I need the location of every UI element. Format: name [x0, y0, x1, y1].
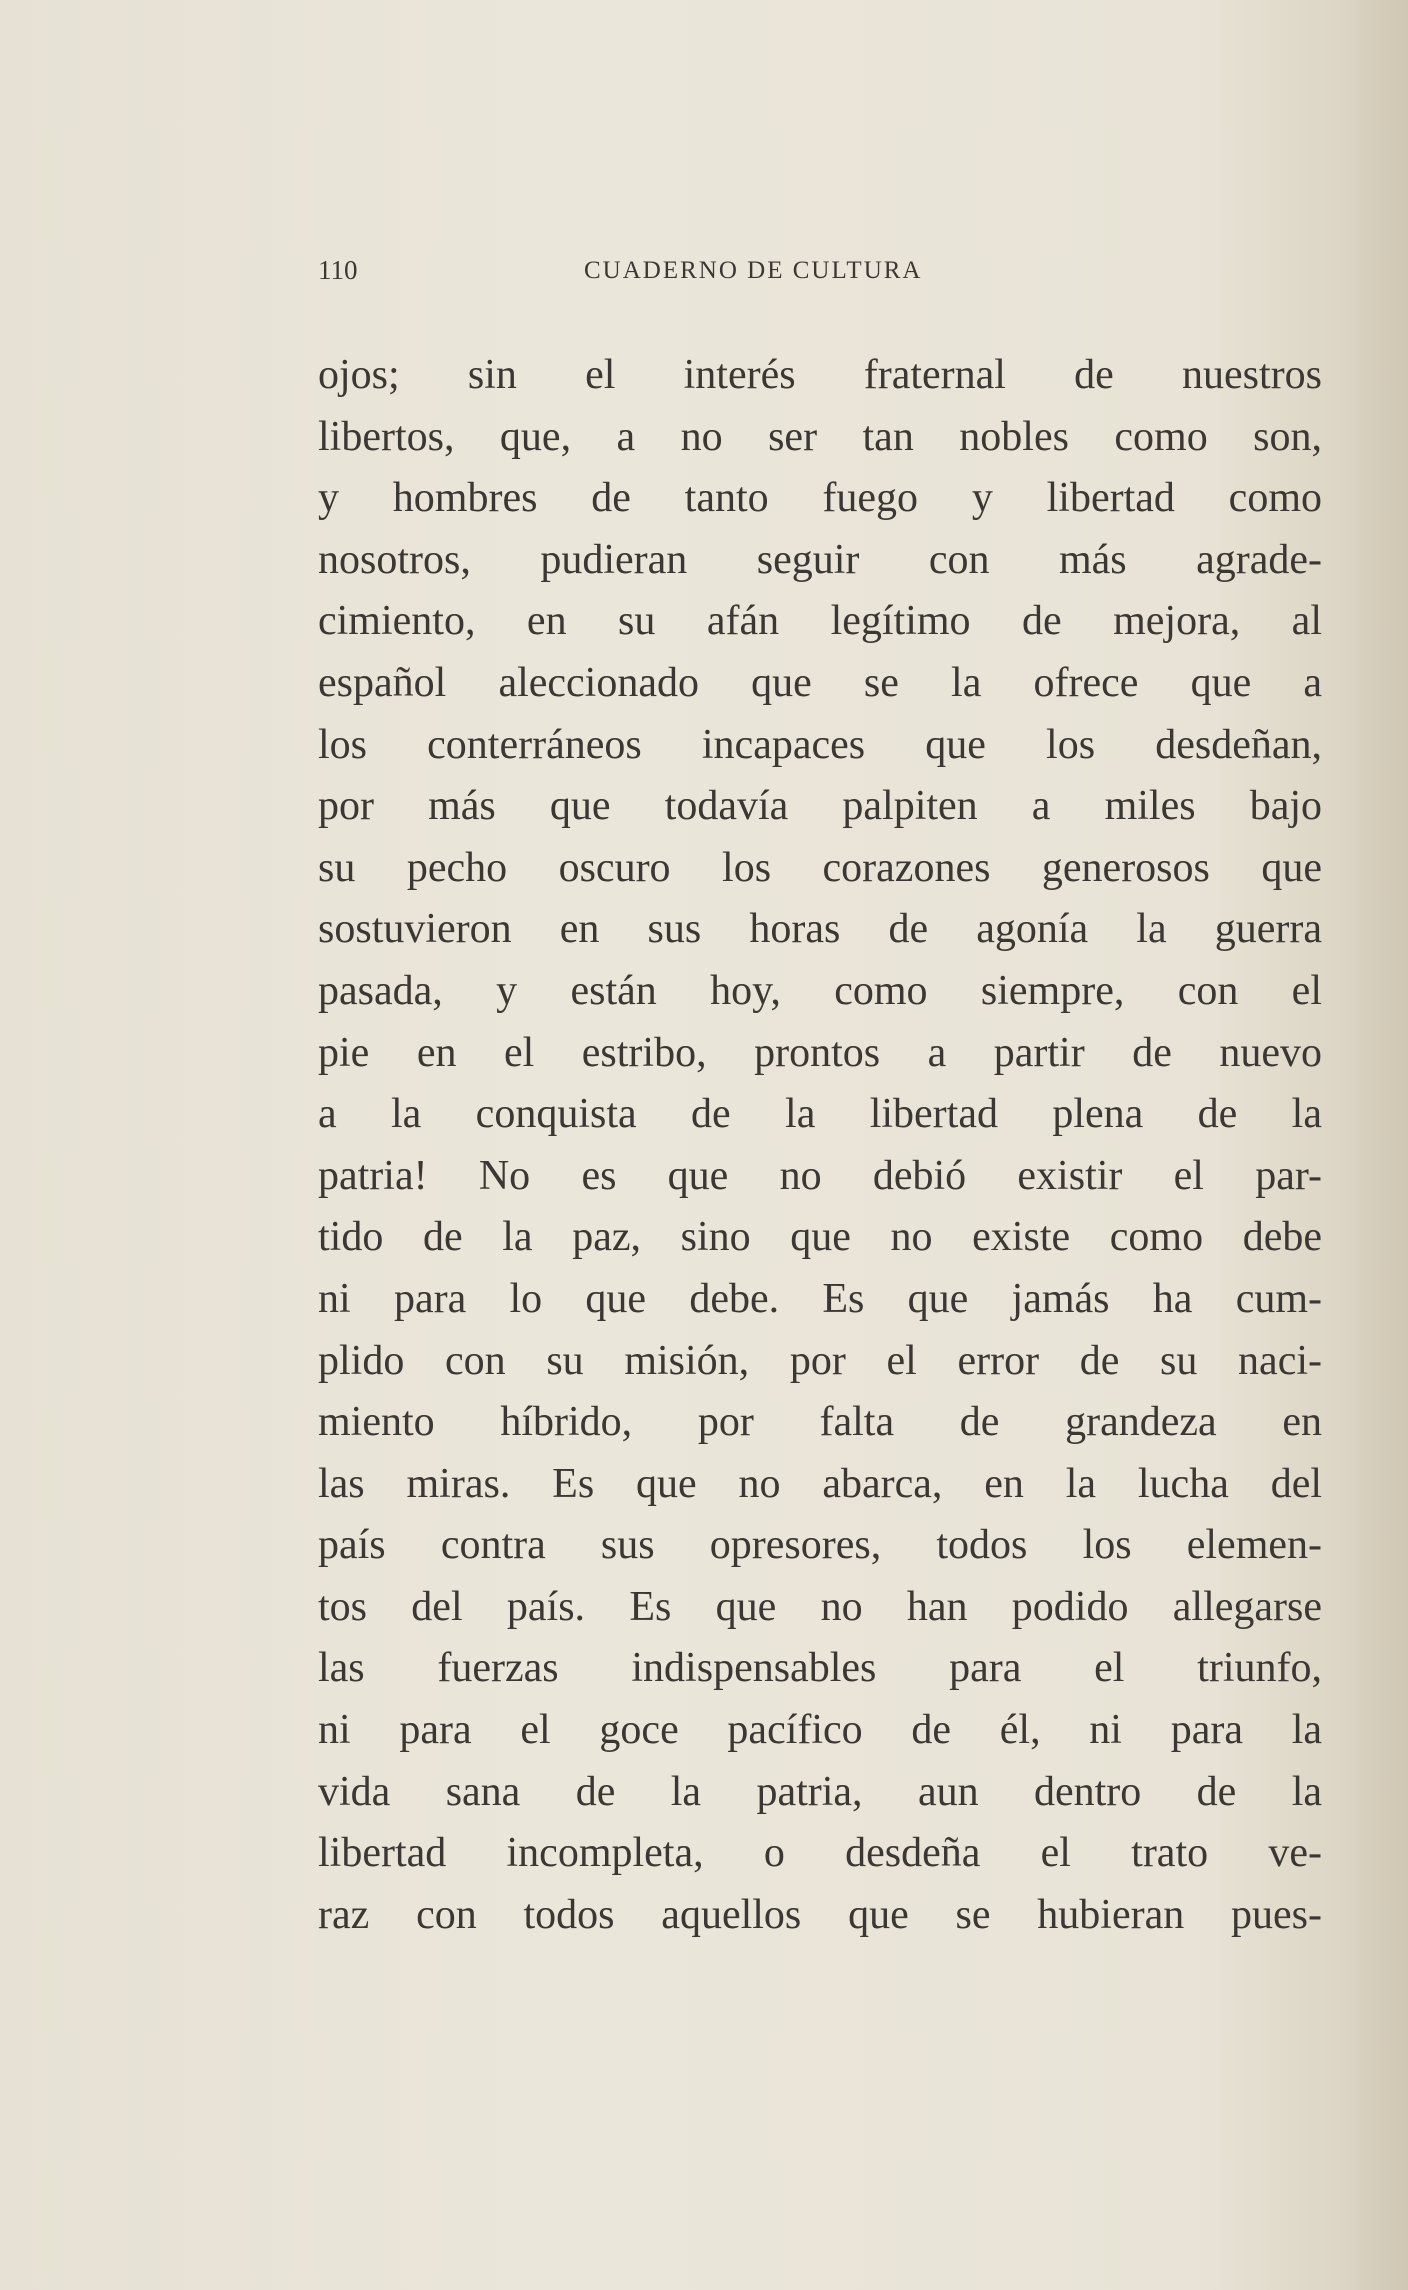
text-line [318, 1269, 1322, 1331]
text-line [318, 1577, 1322, 1639]
text-line-content: las miras. Es que no abarca, en la lucha del [318, 1460, 1322, 1507]
text-line [318, 1084, 1322, 1146]
text-line-content: raz con todos aquellos que se hubieran pues- [318, 1891, 1322, 1938]
running-title: CUADERNO DE CULTURA [584, 257, 923, 284]
text-line [318, 715, 1322, 777]
text-line-content: miento híbrido, por falta de grandeza en [318, 1399, 1322, 1446]
text-line-content: país contra sus opresores, todos los elemen- [318, 1522, 1322, 1569]
text-line [318, 468, 1322, 530]
text-line [318, 1885, 1322, 1947]
text-line [318, 899, 1322, 961]
body-text [318, 345, 1322, 1946]
text-line [318, 1207, 1322, 1269]
text-line-content: pasada, y están hoy, como siempre, con el [318, 967, 1322, 1014]
text-line-content: los conterráneos incapaces que los desdeñan, [318, 721, 1322, 768]
text-line [318, 530, 1322, 592]
text-line-content: vida sana de la patria, aun dentro de la [318, 1768, 1322, 1815]
text-line [318, 776, 1322, 838]
text-line-content: libertos, que, a no ser tan nobles como son, [318, 413, 1322, 460]
running-header [318, 255, 1322, 291]
text-line-content: sostuvieron en sus horas de agonía la guerra [318, 906, 1322, 953]
text-line [318, 1515, 1322, 1577]
text-line [318, 407, 1322, 469]
text-line [318, 838, 1322, 900]
text-line [318, 1823, 1322, 1885]
text-line-content: patria! No es que no debió existir el par- [318, 1152, 1322, 1199]
text-line [318, 961, 1322, 1023]
text-line [318, 1146, 1322, 1208]
text-line-content: pie en el estribo, prontos a partir de nuevo [318, 1029, 1322, 1076]
text-line-content: por más que todavía palpiten a miles bajo [318, 783, 1322, 830]
text-line [318, 1392, 1322, 1454]
text-line-content: ojos; sin el interés fraternal de nuestros [318, 352, 1322, 398]
text-line-content: a la conquista de la libertad plena de la [318, 1091, 1322, 1138]
text-line-content: ni para lo que debe. Es que jamás ha cum- [318, 1275, 1322, 1322]
text-line [318, 1454, 1322, 1516]
text-line-content: libertad incompleta, o desdeña el trato ve- [318, 1830, 1322, 1877]
text-line-content: cimiento, en su afán legítimo de mejora, al [318, 598, 1322, 645]
text-line [318, 591, 1322, 653]
text-line [318, 345, 1322, 407]
page-number: 110 [318, 255, 358, 285]
text-line [318, 653, 1322, 715]
text-line-content: y hombres de tanto fuego y libertad como [318, 475, 1322, 522]
text-line [318, 1700, 1322, 1762]
text-line-content: nosotros, pudieran seguir con más agrade- [318, 536, 1322, 583]
text-line [318, 1762, 1322, 1824]
text-line [318, 1331, 1322, 1393]
text-line-content: español aleccionado que se la ofrece que a [318, 659, 1322, 706]
text-line-content: tido de la paz, sino que no existe como debe [318, 1214, 1322, 1261]
text-line-content: tos del país. Es que no han podido allegarse [318, 1583, 1322, 1630]
text-line-content: las fuerzas indispensables para el triunfo, [318, 1645, 1322, 1692]
text-line-content: ni para el goce pacífico de él, ni para la [318, 1707, 1322, 1754]
text-line [318, 1638, 1322, 1700]
text-line-content: su pecho oscuro los corazones generosos que [318, 844, 1322, 891]
text-line [318, 1023, 1322, 1085]
text-line-content: plido con su misión, por el error de su naci- [318, 1337, 1322, 1384]
